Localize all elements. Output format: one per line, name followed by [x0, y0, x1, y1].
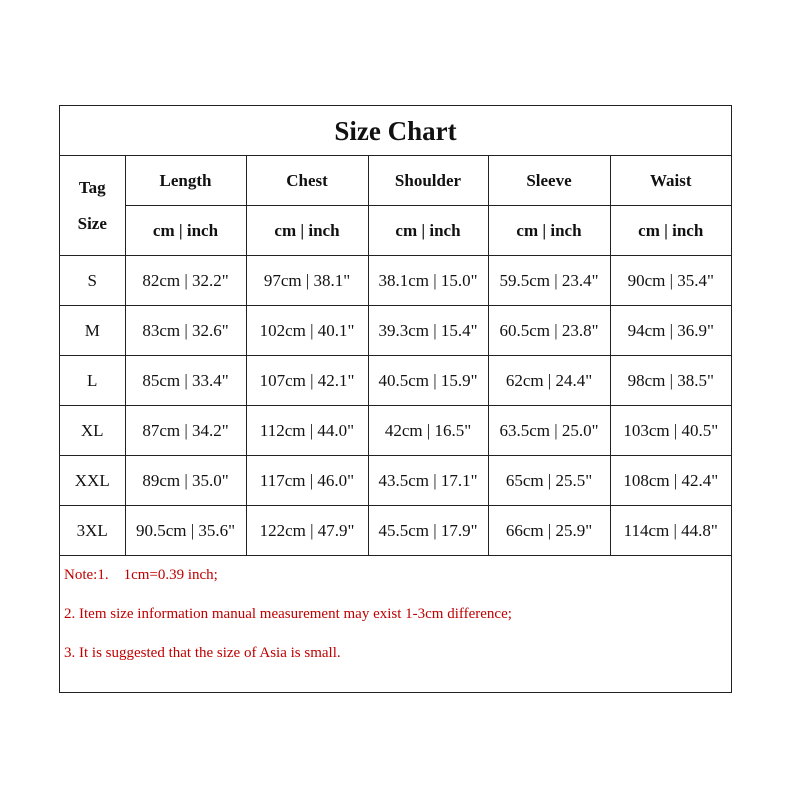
waist-cell: 114cm | 44.8": [610, 506, 731, 556]
length-cell: 87cm | 34.2": [125, 406, 246, 456]
length-cell: 90.5cm | 35.6": [125, 506, 246, 556]
size-label: M: [60, 306, 125, 356]
waist-cell: 103cm | 40.5": [610, 406, 731, 456]
size-table: [60, 156, 731, 556]
column-header-sleeve: Sleeve: [488, 156, 610, 206]
table-row: [60, 506, 731, 556]
length-cell: 89cm | 35.0": [125, 456, 246, 506]
size-label: XXL: [60, 456, 125, 506]
unit-label: cm | inch: [125, 206, 246, 256]
chest-cell: 122cm | 47.9": [246, 506, 368, 556]
unit-row: [60, 206, 731, 256]
shoulder-cell: 43.5cm | 17.1": [368, 456, 488, 506]
size-label: 3XL: [60, 506, 125, 556]
table-row: [60, 256, 731, 306]
shoulder-cell: 39.3cm | 15.4": [368, 306, 488, 356]
chest-cell: 112cm | 44.0": [246, 406, 368, 456]
size-label: XL: [60, 406, 125, 456]
waist-cell: 108cm | 42.4": [610, 456, 731, 506]
size-chart: [59, 105, 732, 693]
sleeve-cell: 63.5cm | 25.0": [488, 406, 610, 456]
unit-label: cm | inch: [488, 206, 610, 256]
tag-size-header: Tag Size: [60, 156, 125, 256]
column-header-chest: Chest: [246, 156, 368, 206]
sleeve-cell: 65cm | 25.5": [488, 456, 610, 506]
table-row: [60, 306, 731, 356]
chest-cell: 117cm | 46.0": [246, 456, 368, 506]
chest-cell: 102cm | 40.1": [246, 306, 368, 356]
length-cell: 83cm | 32.6": [125, 306, 246, 356]
shoulder-cell: 42cm | 16.5": [368, 406, 488, 456]
table-row: [60, 456, 731, 506]
chest-cell: 97cm | 38.1": [246, 256, 368, 306]
length-cell: 85cm | 33.4": [125, 356, 246, 406]
unit-label: cm | inch: [246, 206, 368, 256]
length-cell: 82cm | 32.2": [125, 256, 246, 306]
unit-label: cm | inch: [610, 206, 731, 256]
header-row: [60, 156, 731, 206]
table-row: [60, 356, 731, 406]
column-header-length: Length: [125, 156, 246, 206]
sleeve-cell: 62cm | 24.4": [488, 356, 610, 406]
shoulder-cell: 40.5cm | 15.9": [368, 356, 488, 406]
notes-section: [60, 556, 731, 673]
waist-cell: 98cm | 38.5": [610, 356, 731, 406]
sleeve-cell: 60.5cm | 23.8": [488, 306, 610, 356]
sleeve-cell: 59.5cm | 23.4": [488, 256, 610, 306]
size-label: L: [60, 356, 125, 406]
shoulder-cell: 38.1cm | 15.0": [368, 256, 488, 306]
chest-cell: 107cm | 42.1": [246, 356, 368, 406]
shoulder-cell: 45.5cm | 17.9": [368, 506, 488, 556]
column-header-waist: Waist: [610, 156, 731, 206]
note-1: Note:1. 1cm=0.39 inch;: [64, 567, 218, 583]
chart-title: Size Chart: [60, 106, 731, 156]
table-row: [60, 406, 731, 456]
note-3: 3. It is suggested that the size of Asia is small.: [64, 645, 341, 661]
waist-cell: 90cm | 35.4": [610, 256, 731, 306]
size-label: S: [60, 256, 125, 306]
waist-cell: 94cm | 36.9": [610, 306, 731, 356]
column-header-shoulder: Shoulder: [368, 156, 488, 206]
note-2: 2. Item size information manual measurement may exist 1-3cm difference;: [64, 606, 512, 622]
sleeve-cell: 66cm | 25.9": [488, 506, 610, 556]
unit-label: cm | inch: [368, 206, 488, 256]
